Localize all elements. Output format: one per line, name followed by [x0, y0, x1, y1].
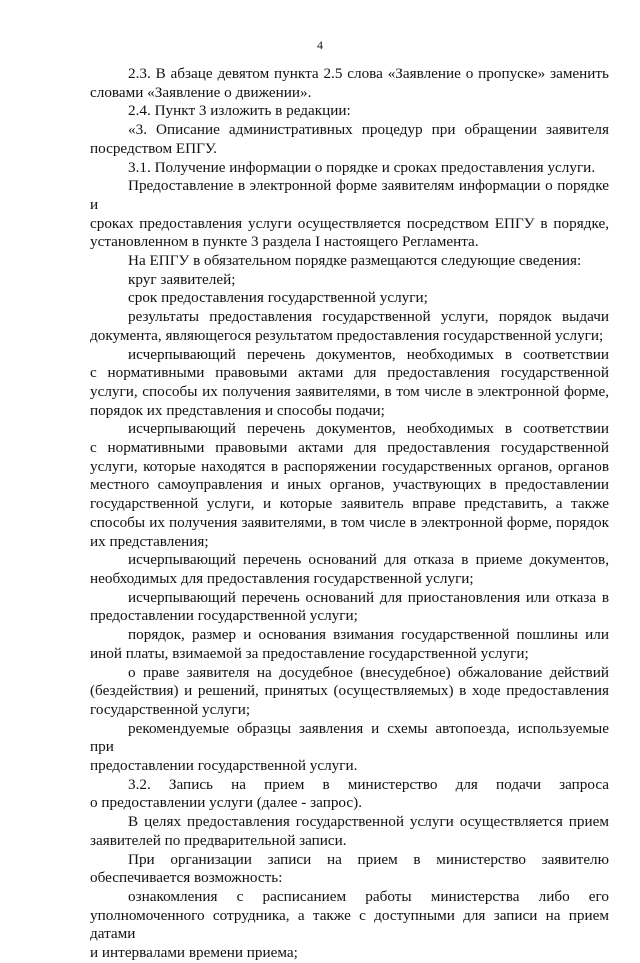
paragraph: [90, 308, 609, 345]
paragraph-line: исчерпывающий перечень оснований для приостановления или отказа в: [128, 588, 609, 606]
document-body: [90, 65, 609, 963]
paragraph-line: документа, являющегося результатом предоставления государственной услуги;: [90, 326, 604, 344]
paragraph: [90, 271, 609, 290]
paragraph-line: сроках предоставления услуги осуществляется посредством ЕПГУ в порядке,: [90, 214, 609, 232]
paragraph: [90, 346, 609, 421]
paragraph-line: обеспечивается возможность:: [90, 869, 283, 887]
paragraph-line: иной платы, взимаемой за предоставление государственной услуги;: [90, 644, 529, 662]
paragraph: [90, 121, 609, 158]
paragraph-line: услуги, способы их получения заявителями, в том числе в электронной форме,: [90, 382, 609, 400]
paragraph-line: круг заявителей;: [128, 270, 236, 288]
paragraph: [90, 420, 609, 551]
paragraph-line: срок предоставления государственной услуги;: [128, 289, 428, 307]
paragraph: [90, 813, 609, 850]
paragraph-line: посредством ЕПГУ.: [90, 139, 217, 157]
paragraph-line: исчерпывающий перечень документов, необходимых в соответствии: [128, 345, 609, 363]
paragraph-line: «3. Описание административных процедур при обращении заявителя: [128, 121, 609, 139]
paragraph-line: рекомендуемые образцы заявления и схемы автопоезда, используемые при: [90, 719, 609, 756]
paragraph-line: с нормативными правовыми актами для предоставления государственной: [90, 364, 609, 382]
paragraph: [90, 720, 609, 776]
paragraph: [90, 589, 609, 626]
paragraph-line: ознакомления с расписанием работы министерства либо его: [128, 887, 609, 905]
paragraph-line: уполномоченного сотрудника, а также с доступными для записи на прием датами: [90, 906, 609, 943]
paragraph: [90, 102, 609, 121]
paragraph-line: результаты предоставления государственной услуги, порядок выдачи: [128, 308, 609, 326]
paragraph-line: предоставлении государственной услуги;: [90, 607, 358, 625]
paragraph-line: порядок их представления и способы подачи;: [90, 401, 385, 419]
paragraph-line: Предоставление в электронной форме заявителям информации о порядке и: [90, 177, 609, 213]
paragraph-line: и интервалами времени приема;: [90, 944, 298, 962]
paragraph-line: о предоставлении услуги (далее - запрос).: [90, 794, 362, 812]
paragraph: [90, 888, 609, 963]
paragraph-line: На ЕПГУ в обязательном порядке размещаются следующие сведения:: [128, 252, 582, 270]
paragraph-line: В целях предоставления государственной услуги осуществляется прием: [128, 813, 609, 831]
paragraph: [90, 851, 609, 888]
paragraph-line: заявителей по предварительной записи.: [90, 831, 347, 849]
paragraph-line: способы их получения заявителями, в том числе в электронной форме, порядок: [90, 513, 609, 531]
paragraph-line: государственной услуги, и которые заявитель вправе представить, а также: [90, 495, 609, 513]
paragraph-line: 2.3. В абзаце девятом пункта 2.5 слова «Заявление о пропуске» заменить: [128, 65, 609, 82]
paragraph-line: (бездействия) и решений, принятых (осуществляемых) в ходе предоставления: [90, 682, 609, 700]
page-number: 4: [317, 38, 323, 52]
paragraph: [90, 776, 609, 813]
paragraph-line: 3.2. Запись на прием в министерство для подачи запроса: [128, 775, 609, 793]
paragraph-line: исчерпывающий перечень оснований для отказа в приеме документов,: [128, 551, 609, 569]
paragraph: [90, 289, 609, 308]
paragraph: [90, 65, 609, 102]
paragraph-line: необходимых для предоставления государственной услуги;: [90, 569, 474, 587]
paragraph-line: исчерпывающий перечень документов, необходимых в соответствии: [128, 420, 609, 438]
paragraph: [90, 626, 609, 663]
paragraph-line: При организации записи на прием в министерство заявителю: [128, 850, 609, 868]
paragraph: [90, 177, 609, 252]
paragraph-line: местного самоуправления и иных органов, участвующих в предоставлении: [90, 476, 609, 494]
paragraph: [90, 252, 609, 271]
paragraph-line: о праве заявителя на досудебное (внесудебное) обжалование действий: [128, 663, 609, 681]
paragraph: [90, 159, 609, 178]
paragraph-line: установленном в пункте 3 раздела I настоящего Регламента.: [90, 233, 479, 251]
paragraph: [90, 551, 609, 588]
paragraph-line: порядок, размер и основания взимания государственной пошлины или: [128, 626, 609, 644]
paragraph-line: государственной услуги;: [90, 700, 251, 718]
paragraph-line: предоставлении государственной услуги.: [90, 757, 358, 775]
paragraph-line: услуги, которые находятся в распоряжении государственных органов, органов: [90, 457, 609, 475]
paragraph: [90, 664, 609, 720]
paragraph-line: словами «Заявление о движении».: [90, 83, 312, 101]
paragraph-line: с нормативными правовыми актами для предоставления государственной: [90, 439, 609, 457]
paragraph-line: 3.1. Получение информации о порядке и сроках предоставления услуги.: [128, 158, 596, 176]
paragraph-line: 2.4. Пункт 3 изложить в редакции:: [128, 102, 351, 120]
paragraph-line: их представления;: [90, 532, 209, 550]
